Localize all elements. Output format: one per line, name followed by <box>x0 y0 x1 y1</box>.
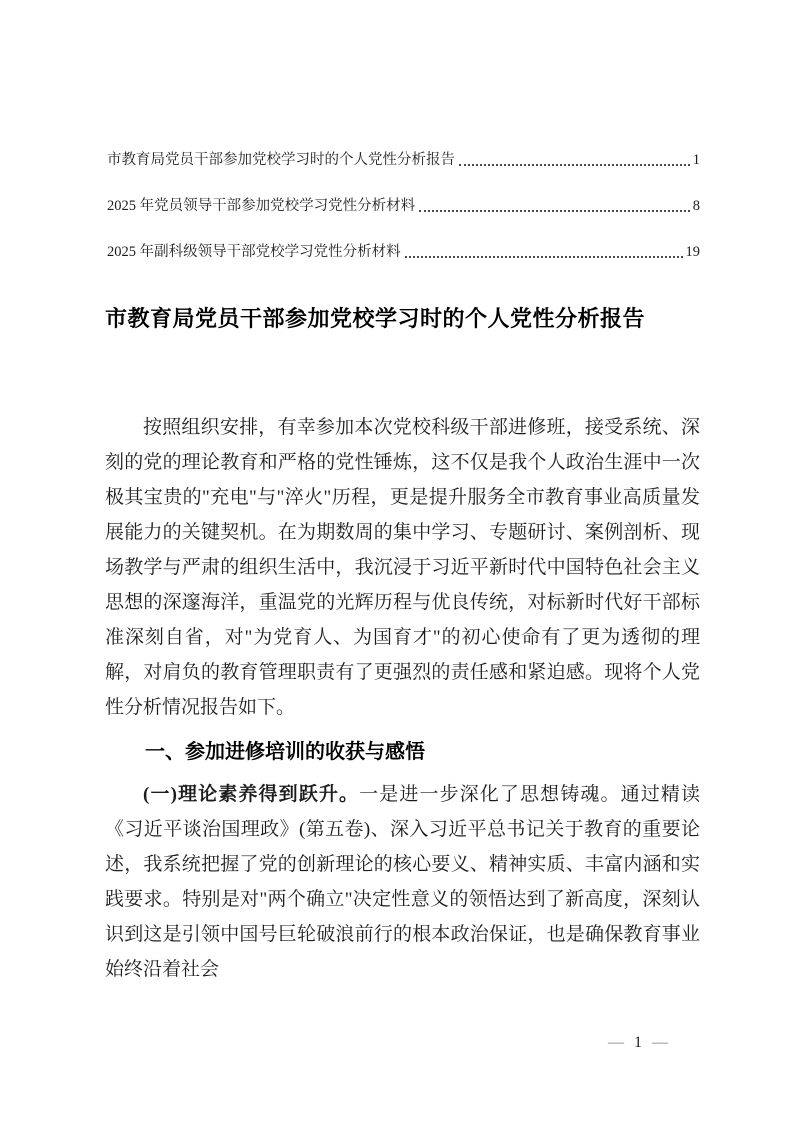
toc-dot-leader <box>459 164 690 166</box>
toc-entry-page-number: 8 <box>692 198 700 214</box>
toc-entry[interactable] <box>107 242 700 262</box>
subsection-1-text: 一是进一步深化了思想铸魂。通过精读《习近平谈治国理政》(第五卷)、深入习近平总书记关于教育的重要论述，我系统把握了党的创新理论的核心要义、精神实质、丰富内涵和实践要求。特别是对"两个确立"决定性意义的领悟达到了新高度，深刻认识到这是引领中国号巨轮破浪前行的根本政治保证，也是确保教育事业始终沿着社会 <box>105 784 700 980</box>
document-body <box>105 410 700 987</box>
toc-entry[interactable] <box>107 150 700 170</box>
footer-dash-left: — <box>608 1034 624 1051</box>
document-title: 市教育局党员干部参加党校学习时的个人党性分析报告 <box>105 306 646 331</box>
toc-dot-leader <box>405 256 683 258</box>
section-1-heading: 一、参加进修培训的收获与感悟 <box>145 741 425 763</box>
footer-page-number: 1 <box>634 1034 642 1051</box>
intro-paragraph: 按照组织安排，有幸参加本次党校科级干部进修班，接受系统、深刻的党的理论教育和严格的党性锤炼，这不仅是我个人政治生涯中一次极其宝贵的"充电"与"淬火"历程，更是提升服务全市教育事业高质量发展能力的关键契机。在为期数周的集中学习、专题研讨、案例剖析、现场教学与严肃的组织生活中，我沉浸于习近平新时代中国特色社会主义思想的深邃海洋，重温党的光辉历程与优良传统，对标新时代好干部标准深刻自省，对"为党育人、为国育才"的初心使命有了更为透彻的理解，对肩负的教育管理职责有了更强烈的责任感和紧迫感。现将个人党性分析情况报告如下。 <box>105 417 700 718</box>
table-of-contents <box>107 150 700 262</box>
toc-entry-page-number: 1 <box>692 152 700 168</box>
toc-entry-title[interactable]: 2025 年党员领导干部参加党校学习党性分析材料 <box>107 198 416 214</box>
subsection-1-paragraph <box>105 777 700 987</box>
footer-dash-right: — <box>652 1034 668 1051</box>
toc-entry[interactable] <box>107 196 700 216</box>
toc-entry-title[interactable]: 市教育局党员干部参加党校学习时的个人党性分析报告 <box>107 152 455 168</box>
subsection-1-lead: (一)理论素养得到跃升。 <box>143 784 360 805</box>
toc-entry-title[interactable]: 2025 年副科级领导干部党校学习党性分析材料 <box>107 244 401 260</box>
page-footer <box>608 1034 668 1052</box>
toc-entry-page-number: 19 <box>685 244 700 260</box>
toc-dot-leader <box>419 210 690 212</box>
